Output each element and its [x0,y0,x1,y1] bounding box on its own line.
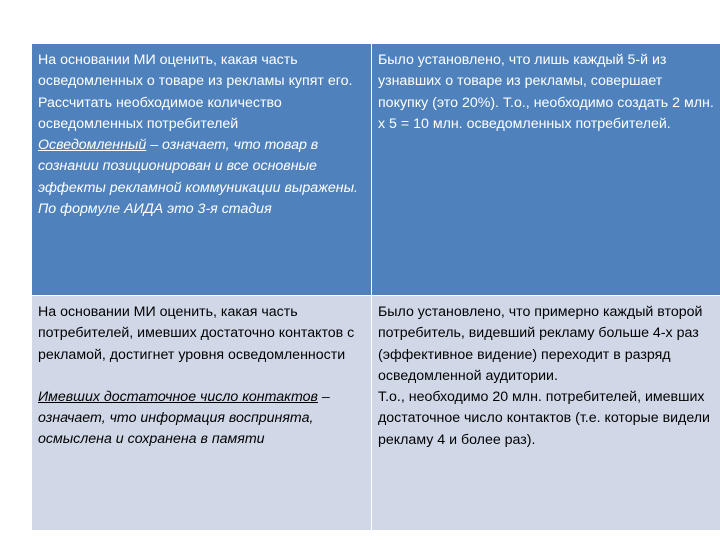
comparison-table [31,43,720,531]
task-cell [32,44,372,296]
definition-text [38,387,365,451]
result-cell [372,44,720,296]
result-cell [372,296,720,531]
conclusion-text: Т.о., необходимо 20 млн. потребителей, имевших достаточное число контактов (т.е. которые видели рекламу 4 и более раз). [378,389,710,448]
finding-text: Было установлено, что примерно каждый второй потребитель, видевший рекламу больше 4-х раз (эффективное видение) переходит в разряд осведомленной аудитории. [378,304,703,384]
result-text: Было установлено, что лишь каждый 5-й из узнавших о товаре из рекламы, совершает покупку (это 20%). Т.о., необходимо создать 2 млн. х 5 = 10 млн. осведомленных потребителей. [378,52,714,132]
definition-body: – означает, что информация воспринята, осмыслена и сохранена в памяти [38,388,330,448]
definition-body: – означает, что товар в сознании позиционирован и все основные эффекты рекламной коммуникации выражены. [38,137,358,196]
table-row [32,44,720,296]
task-text: На основании МИ оценить, какая часть осведомленных о товаре из рекламы купят его. Рассчитать необходимое количество осведомленных потребителей [38,52,353,132]
spacer [38,366,365,387]
table-row [32,296,720,531]
formula-note: По формуле АИДА это 3-я стадия [38,201,272,218]
term-text: Осведомленный [38,137,147,154]
definition-text [38,135,365,199]
task-cell [32,296,372,531]
term-text: Имевших достаточное число контактов [38,388,318,405]
task-text: На основании МИ оценить, какая часть потребителей, имевших достаточно контактов с рекламой, достигнет уровня осведомленности [38,304,355,363]
